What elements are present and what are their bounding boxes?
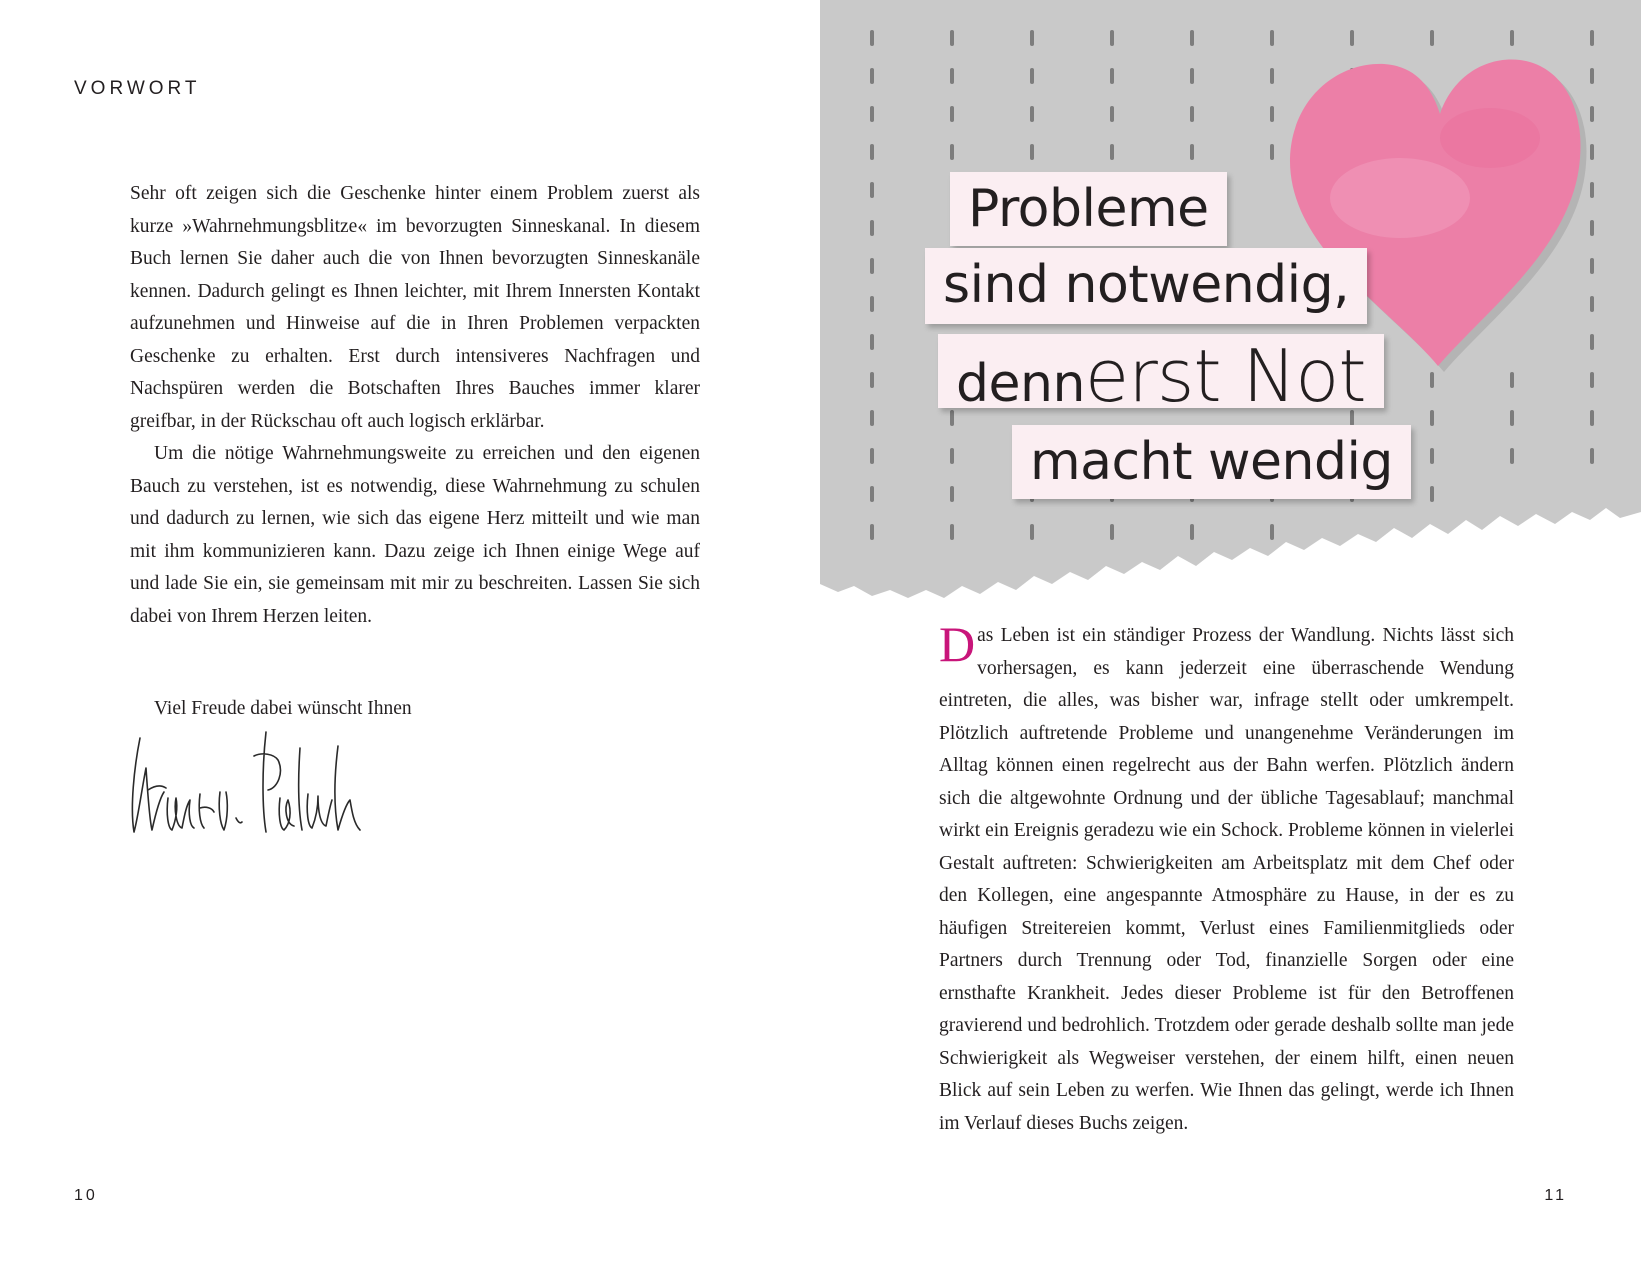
page-number: 11 <box>1544 1187 1567 1204</box>
paragraph: Sehr oft zeigen sich die Geschenke hinter einem Problem zuerst als kurze »Wahrnehmungsblitze« im bevorzugten Sinneskanal. In diesem Buch lernen Sie daher auch die von Ihnen bevorzugten Sinneskanäle kennen. Dadurch gelingt es Ihnen leichter, mit Ihrem Innersten Kontakt aufzunehmen und Hinweise auf die in Ihren Problemen verpackten Geschenke zu erhalten. Erst durch intensiveres Nachfragen und Nachspüren werden die Botschaften Ihres Bauches immer klarer greifbar, in der Rückschau oft auch logisch erklärbar. <box>130 183 700 432</box>
right-body-text <box>939 616 1514 1140</box>
closing-line: Viel Freude dabei wünscht Ihnen <box>154 698 412 719</box>
left-body-text <box>130 178 700 633</box>
left-page <box>0 0 820 1287</box>
section-label: VORWORT <box>74 78 201 99</box>
quote-line: sind notwendig, <box>925 248 1367 324</box>
paragraph: Um die nötige Wahrnehmungsweite zu erreichen und den eigenen Bauch zu verstehen, ist es notwendig, diese Wahrnehmung zu schulen und dadurch zu lernen, wie sich das eigene Herz mitteilt und wie man mit ihm kommunizieren kann. Dazu zeige ich Ihnen einige Wege auf und lade Sie ein, sie gemeinsam mit mir zu beschreiten. Lassen Sie sich dabei von Ihrem Herzen leiten. <box>130 443 700 627</box>
drop-cap: D <box>939 616 976 672</box>
quote-line: macht wendig <box>1012 425 1411 499</box>
heart-icon <box>1280 48 1590 378</box>
handwritten-signature <box>128 728 368 848</box>
page-number: 10 <box>74 1187 98 1204</box>
right-page <box>820 0 1641 1287</box>
quote-line: Probleme <box>950 172 1227 246</box>
paragraph: Das Leben ist ein ständiger Prozess der Wandlung. Nichts lässt sich vorhersagen, es kann jederzeit eine überraschende Wendung eintreten, die alles, was bisher war, infrage stellt oder umkrempelt. Plötzlich auftretende Probleme und unangenehme Veränderungen im Alltag können einen regelrecht aus der Bahn werfen. Plötzlich ändern sich die altgewohnte Ordnung und der übliche Tagesablauf; manchmal wirkt ein Ereignis geradezu wie ein Schock. Probleme können in vielerlei Gestalt auftreten: Schwierigkeiten am Arbeitsplatz mit dem Chef oder den Kollegen, eine angespannte Atmosphäre zu Hause, in der es zu häufigen Streitereien kommt, Verlust eines Familienmitglieds oder Partners durch Trennung oder Tod, finanzielle Sorgen oder eine ernsthafte Krankheit. Jedes dieser Probleme ist für den Betroffenen gravierend und bedrohlich. Trotzdem oder gerade deshalb sollte man jede Schwierigkeit als Wegweiser verstehen, der einem hilft, einen neuen Blick auf sein Leben zu werfen. Wie Ihnen das gelingt, werde ich Ihnen im Verlauf dieses Buchs zeigen. <box>939 616 1514 1134</box>
quote-line: dennerst Not <box>938 334 1384 408</box>
